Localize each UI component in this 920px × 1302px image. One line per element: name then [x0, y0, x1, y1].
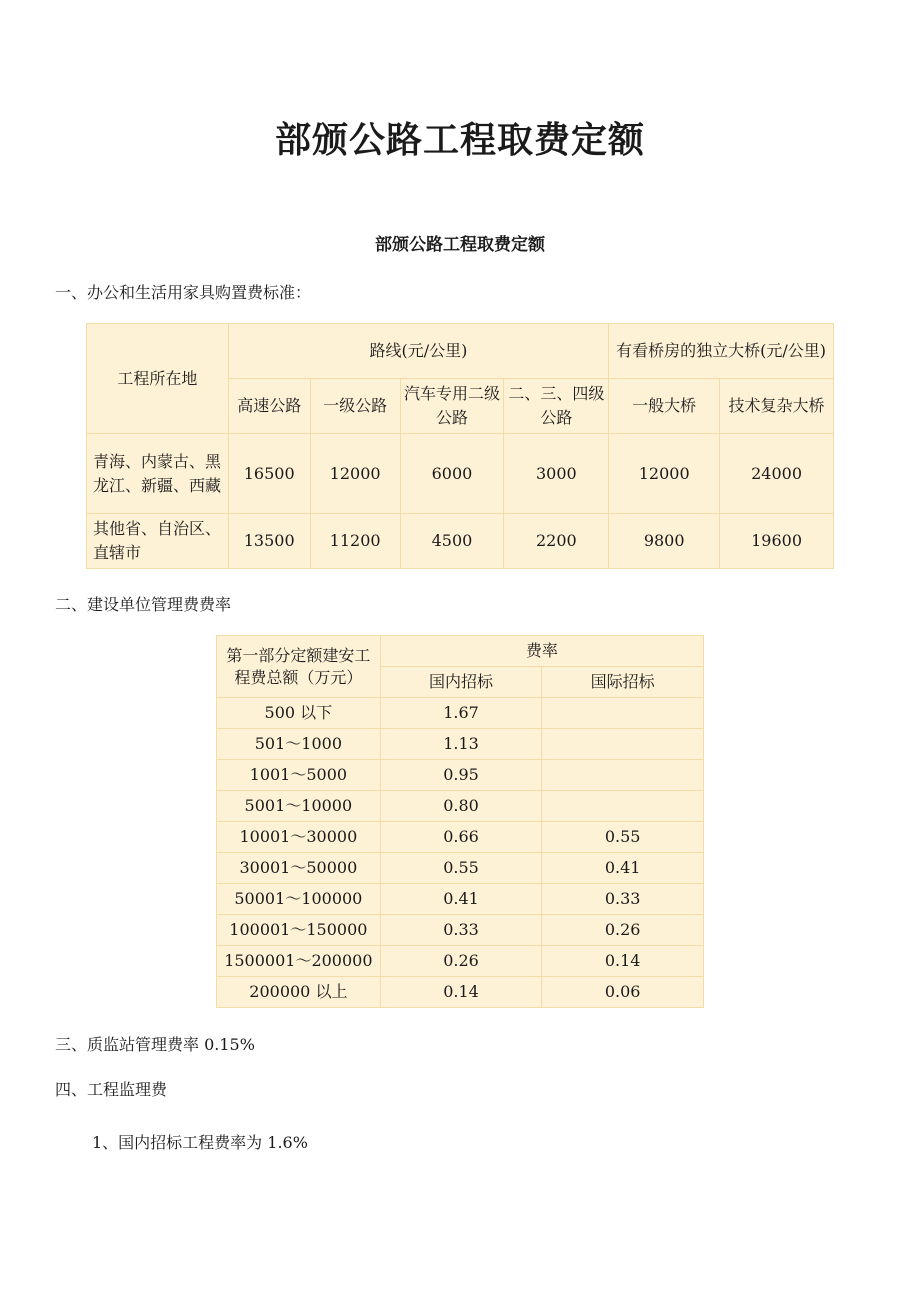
sub-header-class234: 二、三、四级公路: [504, 379, 609, 434]
table-cell: 16500: [228, 434, 310, 514]
international-rate-cell: [542, 729, 704, 760]
range-cell: 100001～150000: [217, 915, 381, 946]
table-row: [217, 977, 704, 1008]
table-row: [217, 698, 704, 729]
range-cell: 5001～10000: [217, 791, 381, 822]
document-title: 部颁公路工程取费定额: [274, 119, 645, 161]
domestic-rate-cell: 0.26: [380, 946, 542, 977]
table-cell: 6000: [400, 434, 504, 514]
sub-header-general-bridge: 一般大桥: [609, 379, 720, 434]
range-cell: 50001～100000: [217, 884, 381, 915]
table-row: [87, 434, 834, 514]
international-rate-cell: [542, 791, 704, 822]
domestic-rate-cell: 1.67: [380, 698, 542, 729]
international-rate-cell: [542, 760, 704, 791]
international-rate-cell: 0.41: [542, 853, 704, 884]
table-row: [217, 791, 704, 822]
table-cell: 24000: [720, 434, 834, 514]
domestic-rate-cell: 0.14: [380, 977, 542, 1008]
section1-heading: 一、办公和生活用家具购置费标准：: [55, 283, 312, 302]
sub-header-international: 国际招标: [542, 667, 704, 698]
domestic-rate-cell: 0.95: [380, 760, 542, 791]
management-rate-table: [216, 635, 704, 1008]
section4-item1: 1、国内招标工程费率为 1.6%: [92, 1133, 308, 1152]
table-row: [217, 729, 704, 760]
table-row: [217, 884, 704, 915]
section3-text: 三、质监站管理费率 0.15%: [55, 1035, 255, 1054]
domestic-rate-cell: 0.33: [380, 915, 542, 946]
range-cell: 501～1000: [217, 729, 381, 760]
table-cell: 3000: [504, 434, 609, 514]
table-row: [217, 822, 704, 853]
sub-header-expressway: 高速公路: [228, 379, 310, 434]
table-row: [87, 514, 834, 569]
range-cell: 200000 以上: [217, 977, 381, 1008]
international-rate-cell: 0.55: [542, 822, 704, 853]
range-cell: 30001～50000: [217, 853, 381, 884]
range-cell: 10001～30000: [217, 822, 381, 853]
furniture-cost-table: [86, 323, 834, 569]
international-rate-cell: 0.33: [542, 884, 704, 915]
domestic-rate-cell: 0.66: [380, 822, 542, 853]
group-header-route: 路线(元/公里): [228, 324, 609, 379]
table-cell: 4500: [400, 514, 504, 569]
sub-header-class1: 一级公路: [310, 379, 400, 434]
row-location: 青海、内蒙古、黑龙江、新疆、西藏: [87, 434, 229, 514]
table-cell: 19600: [720, 514, 834, 569]
table-row: [217, 946, 704, 977]
table-cell: 12000: [609, 434, 720, 514]
sub-header-domestic: 国内招标: [380, 667, 542, 698]
group-header-rate: 费率: [380, 636, 703, 667]
international-rate-cell: 0.26: [542, 915, 704, 946]
table-row: [217, 853, 704, 884]
range-cell: 1001～5000: [217, 760, 381, 791]
table-cell: 2200: [504, 514, 609, 569]
international-rate-cell: 0.06: [542, 977, 704, 1008]
table-cell: 13500: [228, 514, 310, 569]
row-location: 其他省、自治区、直辖市: [87, 514, 229, 569]
table-cell: 9800: [609, 514, 720, 569]
col-header-amount: 第一部分定额建安工程费总额（万元）: [217, 636, 381, 698]
table-row: [217, 760, 704, 791]
domestic-rate-cell: 0.41: [380, 884, 542, 915]
group-header-bridge: 有看桥房的独立大桥(元/公里): [609, 324, 834, 379]
section2-heading: 二、建设单位管理费费率: [55, 595, 232, 614]
domestic-rate-cell: 0.55: [380, 853, 542, 884]
table-cell: 12000: [310, 434, 400, 514]
sub-header-auto-class2: 汽车专用二级公路: [400, 379, 504, 434]
section4-heading: 四、工程监理费: [55, 1080, 168, 1099]
domestic-rate-cell: 0.80: [380, 791, 542, 822]
table-row: [217, 915, 704, 946]
domestic-rate-cell: 1.13: [380, 729, 542, 760]
table-cell: 11200: [310, 514, 400, 569]
col-header-location: 工程所在地: [87, 324, 229, 434]
range-cell: 500 以下: [217, 698, 381, 729]
sub-header-complex-bridge: 技术复杂大桥: [720, 379, 834, 434]
range-cell: 1500001～200000: [217, 946, 381, 977]
international-rate-cell: 0.14: [542, 946, 704, 977]
international-rate-cell: [542, 698, 704, 729]
document-subtitle: 部颁公路工程取费定额: [375, 235, 545, 255]
